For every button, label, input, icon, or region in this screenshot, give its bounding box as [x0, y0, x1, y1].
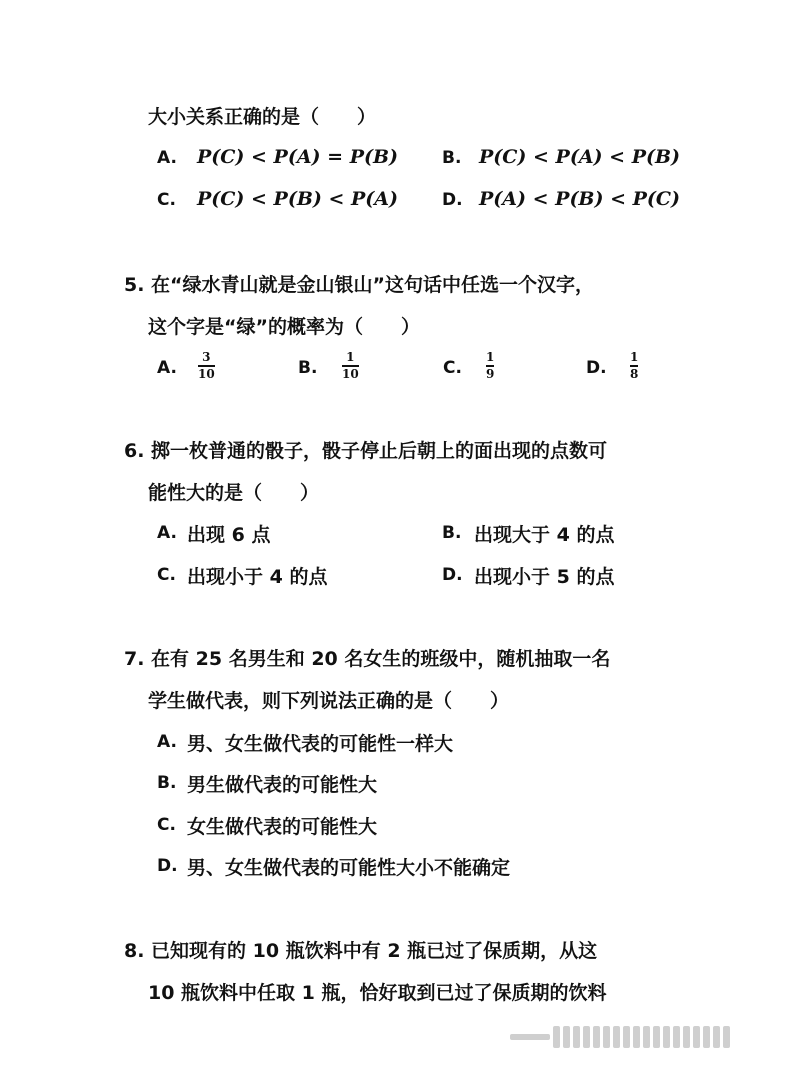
q4-option-c-text: P(C) < P(B) < P(A): [197, 188, 399, 210]
q5-option-c-label: C.: [443, 358, 462, 378]
q4-option-b-label: B.: [442, 148, 462, 168]
watermark-logo: [510, 1022, 780, 1052]
q7-stem-line2: 学生做代表，则下列说法正确的是（ ）: [148, 690, 510, 712]
q8-stem-line2: 10 瓶饮料中任取 1 瓶，恰好取到已过了保质期的饮料: [148, 982, 607, 1004]
q4-option-c-label: C.: [157, 190, 176, 210]
fraction-denominator: 9: [486, 366, 495, 381]
q6-option-c-text: 出现小于 4 的点: [187, 566, 328, 588]
q5-option-d-label: D.: [586, 358, 607, 378]
q6-option-a-label: A.: [157, 523, 177, 543]
q5-option-d-fraction: [630, 351, 638, 381]
q7-option-c-label: C.: [157, 815, 176, 835]
q8-stem-line1: 8. 已知现有的 10 瓶饮料中有 2 瓶已过了保质期，从这: [124, 940, 598, 962]
q5-option-c-fraction: [486, 351, 494, 381]
q5-stem-line2: 这个字是“绿”的概率为（ ）: [148, 316, 420, 338]
q6-option-a-text: 出现 6 点: [187, 524, 271, 546]
q6-option-c-label: C.: [157, 565, 176, 585]
fraction-numerator: 1: [486, 350, 495, 364]
q5-stem-line1: 5. 在“绿水青山就是金山银山”这句话中任选一个汉字，: [124, 274, 595, 296]
q5-option-a-fraction: [198, 351, 215, 381]
q4-stem-continuation: 大小关系正确的是（ ）: [148, 106, 377, 128]
q7-option-b-label: B.: [157, 773, 177, 793]
q7-option-d-text: 男、女生做代表的可能性大小不能确定: [187, 857, 511, 879]
q7-stem-line1: 7. 在有 25 名男生和 20 名女生的班级中，随机抽取一名: [124, 648, 611, 670]
q4-option-a-label: A.: [157, 148, 177, 168]
q7-option-a-label: A.: [157, 732, 177, 752]
q4-option-d-label: D.: [442, 190, 463, 210]
q7-option-a-text: 男、女生做代表的可能性一样大: [187, 733, 454, 755]
q6-stem-line2: 能性大的是（ ）: [148, 482, 320, 504]
q7-option-b-text: 男生做代表的可能性大: [187, 774, 378, 796]
q4-option-d-text: P(A) < P(B) < P(C): [479, 188, 681, 210]
q6-option-b-label: B.: [442, 523, 462, 543]
q6-option-b-text: 出现大于 4 的点: [474, 524, 615, 546]
q6-stem-line1: 6. 掷一枚普通的骰子，骰子停止后朝上的面出现的点数可: [124, 440, 608, 462]
fraction-denominator: 10: [342, 366, 359, 381]
fraction-numerator: 3: [202, 350, 211, 364]
fraction-numerator: 1: [630, 350, 639, 364]
q5-option-b-fraction: [342, 351, 359, 381]
fraction-numerator: 1: [346, 350, 355, 364]
q7-option-c-text: 女生做代表的可能性大: [187, 816, 378, 838]
q7-option-d-label: D.: [157, 856, 178, 876]
q6-option-d-text: 出现小于 5 的点: [474, 566, 615, 588]
q4-option-a-text: P(C) < P(A) = P(B): [197, 146, 399, 168]
q6-option-d-label: D.: [442, 565, 463, 585]
q4-option-b-text: P(C) < P(A) < P(B): [479, 146, 681, 168]
fraction-denominator: 10: [198, 366, 215, 381]
q5-option-a-label: A.: [157, 358, 177, 378]
fraction-denominator: 8: [630, 366, 639, 381]
q5-option-b-label: B.: [298, 358, 318, 378]
